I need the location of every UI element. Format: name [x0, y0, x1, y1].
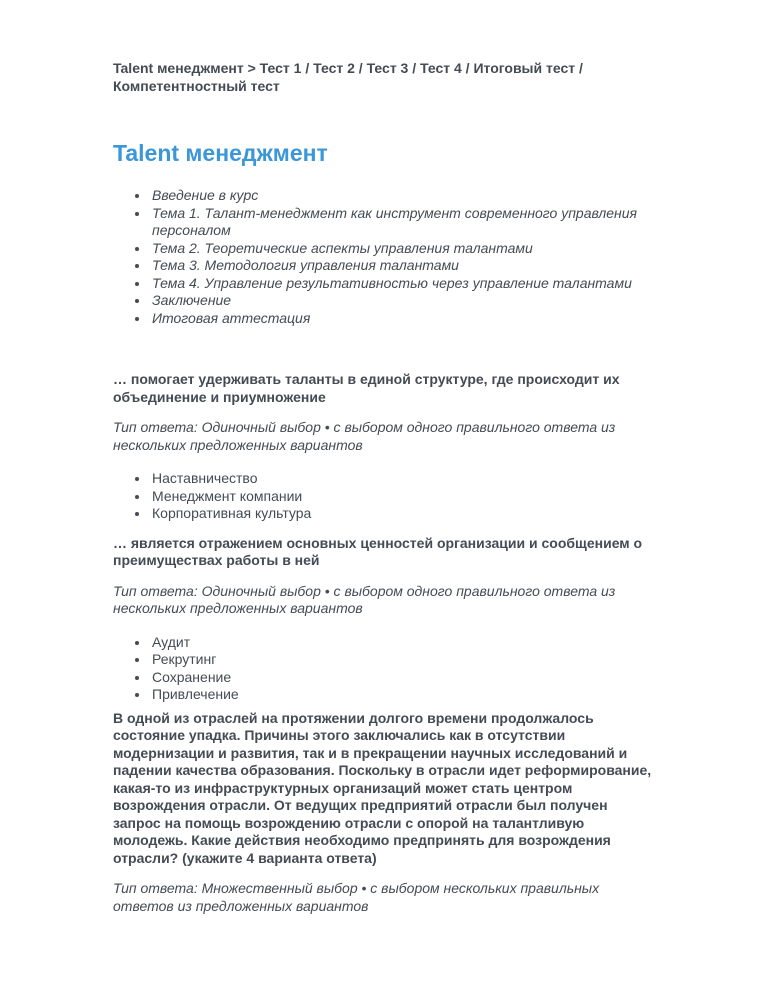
course-contents-list	[113, 187, 658, 327]
answer-options-list	[113, 470, 658, 523]
answer-type-label: Тип ответа: Одиночный выбор • с выбором одного правильного ответа из нескольких предложенных вариантов	[113, 419, 616, 453]
question-block-1	[113, 371, 658, 523]
question-text: В одной из отраслей на протяжении долгого времени продолжалось состояние упадка. Причины этого заключались как в отсутствии модернизации и развития, так и в прекращении научных исследований и падении качества образования. Поскольку в отрасли идет реформирование, какая-то из инфраструктурных организаций может стать центром возрождения отрасли. От ведущих предприятий отрасли был получен запрос на помощь возрождению отрасли с опорой на талантливую молодежь. Какие действия необходимо предпринять для возрождения отрасли? (укажите 4 варианта ответа)	[113, 709, 652, 866]
toc-item: • Заключение	[150, 292, 658, 310]
answer-option: • Менеджмент компании	[150, 488, 658, 506]
answer-option: • Привлечение	[150, 686, 658, 704]
toc-item: • Итоговая аттестация	[150, 310, 658, 328]
toc-item: • Тема 1. Талант-менеджмент как инструмент современного управления персоналом	[150, 205, 658, 240]
toc-item: • Тема 3. Методология управления талантами	[150, 257, 658, 275]
toc-item: • Тема 4. Управление результативностью через управление талантами	[150, 275, 658, 293]
answer-options-list	[113, 634, 658, 704]
answer-option: • Аудит	[150, 634, 658, 652]
answer-type-label: Тип ответа: Множественный выбор • с выбором нескольких правильных ответов из предложенных вариантов	[113, 880, 600, 914]
question-text: … является отражением основных ценностей организации и сообщением о преимуществах работы в ней	[113, 534, 643, 568]
breadcrumb: Talent менеджмент > Тест 1 / Тест 2 / Тест 3 / Тест 4 / Итоговый тест / Компетентностный тест	[113, 60, 583, 94]
toc-item: • Тема 2. Теоретические аспекты управления талантами	[150, 240, 658, 258]
answer-option: • Наставничество	[150, 470, 658, 488]
toc-item: • Введение в курс	[150, 187, 658, 205]
page-title: Talent менеджмент	[113, 140, 328, 166]
answer-option: • Сохранение	[150, 669, 658, 687]
question-block-3	[113, 710, 658, 916]
question-text: … помогает удерживать таланты в единой структуре, где происходит их объединение и приумножение	[113, 371, 620, 405]
answer-option: • Корпоративная культура	[150, 505, 658, 523]
answer-type-label: Тип ответа: Одиночный выбор • с выбором одного правильного ответа из нескольких предложенных вариантов	[113, 582, 616, 616]
answer-option: • Рекрутинг	[150, 651, 658, 669]
question-block-2	[113, 535, 658, 704]
